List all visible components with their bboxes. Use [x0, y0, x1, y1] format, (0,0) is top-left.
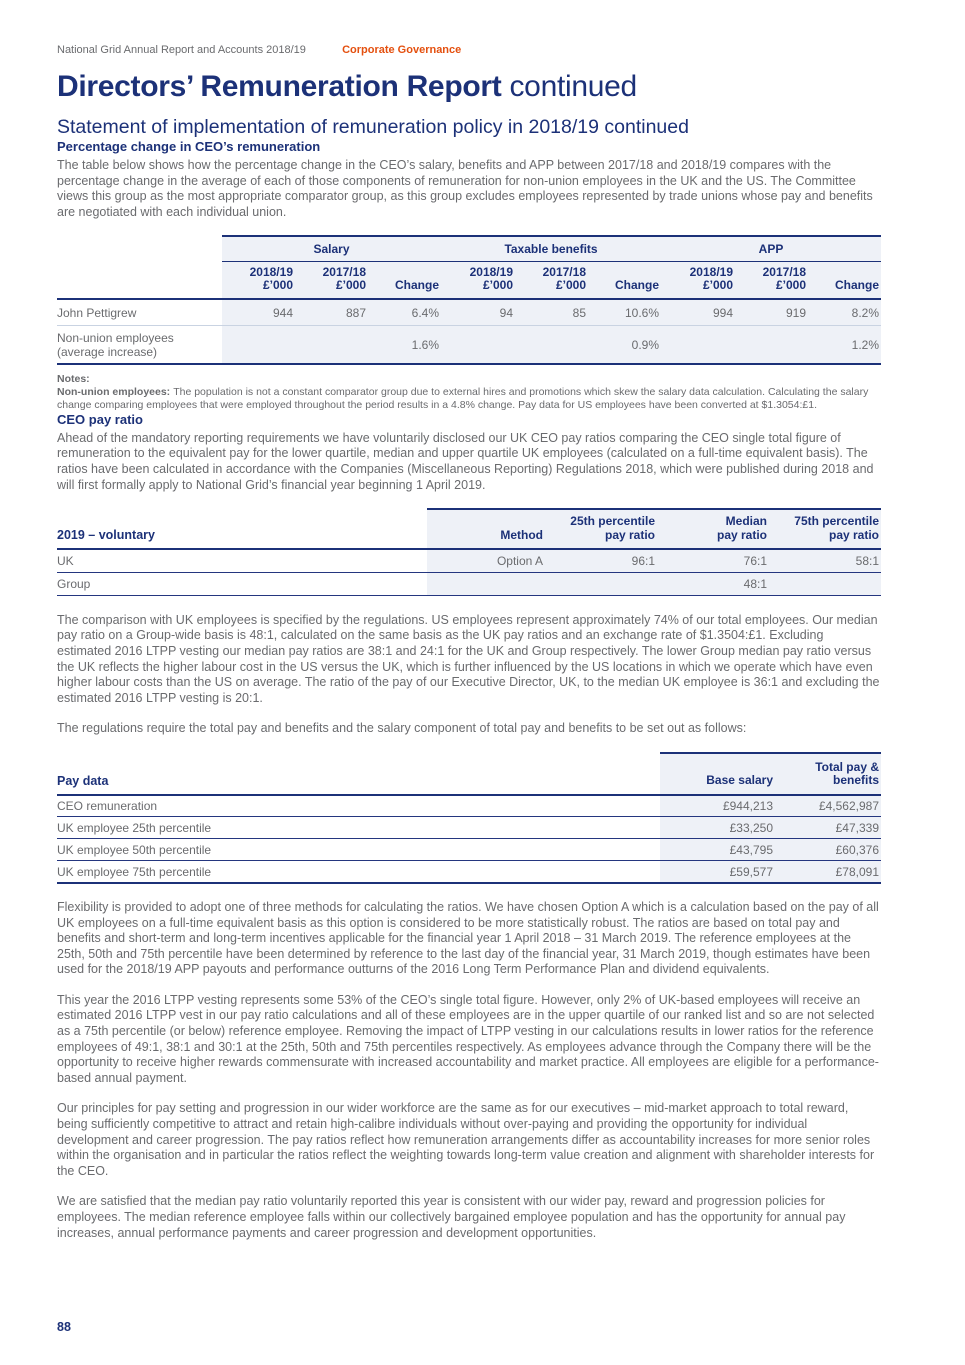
- cell-value: [769, 572, 881, 595]
- row-label: UK: [57, 549, 427, 572]
- table-notes: [57, 373, 881, 412]
- column-header: Change: [588, 261, 661, 299]
- paragraph-satisfied: We are satisfied that the median pay ratio voluntarily reported this year is consistent with our wider pay, reward and progression policies for employees. The median reference employee falls within our collectively bargained employee population and has the opportunity for annual pay increases, annual performance payments and career progression and development opportunities.: [57, 1194, 846, 1240]
- cell-value: 10.6%: [588, 299, 661, 326]
- page-subtitle: Statement of implementation of remuneration policy in 2018/19 continued: [57, 116, 689, 138]
- cell-value: 48:1: [657, 572, 769, 595]
- pay-data-table: [57, 752, 881, 884]
- cell-value: [222, 326, 295, 364]
- column-header: Change: [808, 261, 881, 299]
- cell-value: 8.2%: [808, 299, 881, 326]
- empty-cell: [57, 236, 222, 261]
- column-header: 2017/18 £’000: [515, 261, 588, 299]
- page-number: 88: [57, 1320, 71, 1334]
- cell-value: 96:1: [545, 549, 657, 572]
- notes-body: [57, 386, 881, 412]
- notes-label: Notes:: [57, 372, 90, 385]
- heading-percentage-change: Percentage change in CEO’s remuneration: [57, 139, 321, 154]
- cell-value: 85: [515, 299, 588, 326]
- paragraph-flexibility: Flexibility is provided to adopt one of three methods for calculating the ratios. We have chosen Option A which is a calculation based on the pay of all UK employees on a full-time equivalent basis as this option is considered to be more statistically robust. The ratios are based on total pay and benefits and short-term and long-term incentives applicable for the financial year 1 April 2018 – 31 March 2019. The reference employees at the 25th, 50th and 75th percentile have been determined by reference to the last day of the financial year, 31 March 2019, though estimates have been used for the 2018/19 APP payouts and performance outturns of the 2016 Long Term Performance Plan and dividend equivalents.: [57, 899, 879, 977]
- cell-value: £33,250: [660, 817, 775, 839]
- paragraph-ceo-pay-ratio: Ahead of the mandatory reporting requirements we have voluntarily disclosed our UK CEO pay ratios comparing the CEO single total figure of remuneration to the equivalent pay for the lower quartile, median and upper quartile UK employees (calculated on a full-time equivalent basis). The ratios have been calculated in accordance with the Companies (Miscellaneous Reporting) Regulations 2018, which were published during 2018 and will first formally apply to National Grid’s financial year beginning 1 April 2019.: [57, 430, 874, 492]
- cell-value: £944,213: [660, 795, 775, 817]
- cell-value: [545, 572, 657, 595]
- table-row: [57, 572, 881, 595]
- cell-value: Option A: [427, 549, 545, 572]
- cell-value: 919: [735, 299, 808, 326]
- column-header: Change: [368, 261, 441, 299]
- ceo-remuneration-change-table: [57, 235, 881, 365]
- cell-value: 1.2%: [808, 326, 881, 364]
- column-header-75th-percentile: 75th percentile pay ratio: [769, 509, 881, 549]
- cell-value: 58:1: [769, 549, 881, 572]
- cell-value: 887: [295, 299, 368, 326]
- cell-value: £78,091: [775, 861, 881, 883]
- column-header-total-pay: Total pay & benefits: [775, 753, 881, 795]
- cell-value: 994: [661, 299, 735, 326]
- row-label: UK employee 50th percentile: [57, 839, 660, 861]
- table-row: [57, 299, 881, 326]
- table-subheader-row: [57, 261, 881, 299]
- cell-value: [515, 326, 588, 364]
- pay-ratio-table: [57, 508, 881, 596]
- cell-value: 6.4%: [368, 299, 441, 326]
- cell-value: £4,562,987: [775, 795, 881, 817]
- cell-value: £60,376: [775, 839, 881, 861]
- column-header-base-salary: Base salary: [660, 753, 775, 795]
- table-row: [57, 861, 881, 883]
- paragraph-principles: Our principles for pay setting and progression in our wider workforce are the same as for our executives – mid-market approach to total reward, being sufficiently competitive to attract and retain high-calibre individuals without over-paying and providing the opportunity for individual development and career progression. The pay ratios reflect how remuneration arrangements differ as accountability increases for more senior roles within the organisation and in particular the ratios reflect the weighting towards long-term value creation and alignment with shareholder interests for the CEO.: [57, 1101, 875, 1178]
- report-title-meta: National Grid Annual Report and Accounts 2018/19: [57, 44, 306, 56]
- page-title-main: Directors’ Remuneration Report: [57, 70, 502, 103]
- cell-value: [427, 572, 545, 595]
- group-header-salary: Salary: [222, 236, 441, 261]
- table-group-header-row: [57, 236, 881, 261]
- table-title: 2019 – voluntary: [57, 509, 427, 549]
- row-label: Non-union employees (average increase): [57, 326, 222, 364]
- paragraph-regulations: The regulations require the total pay and benefits and the salary component of total pay and benefits to be set out as follows:: [57, 721, 747, 736]
- column-header-25th-percentile: 25th percentile pay ratio: [545, 509, 657, 549]
- column-header: 2017/18 £’000: [295, 261, 368, 299]
- table-row: [57, 326, 881, 364]
- cell-value: [735, 326, 808, 364]
- table-header-row: [57, 509, 881, 549]
- row-label: CEO remuneration: [57, 795, 660, 817]
- cell-value: [441, 326, 515, 364]
- row-label: UK employee 75th percentile: [57, 861, 660, 883]
- column-header-median: Median pay ratio: [657, 509, 769, 549]
- heading-ceo-pay-ratio: CEO pay ratio: [57, 411, 143, 427]
- running-header: [57, 44, 881, 57]
- column-header: 2017/18 £’000: [735, 261, 808, 299]
- page-title-continued: continued: [509, 70, 637, 103]
- row-label: Group: [57, 572, 427, 595]
- row-label: UK employee 25th percentile: [57, 817, 660, 839]
- table-row: [57, 549, 881, 572]
- table-header-row: [57, 753, 881, 795]
- table-row: [57, 839, 881, 861]
- cell-value: 1.6%: [368, 326, 441, 364]
- column-header: 2018/19 £’000: [222, 261, 295, 299]
- column-header-method: Method: [427, 509, 545, 549]
- cell-value: [295, 326, 368, 364]
- group-header-taxable-benefits: Taxable benefits: [441, 236, 661, 261]
- cell-value: [661, 326, 735, 364]
- cell-value: 0.9%: [588, 326, 661, 364]
- paragraph-ltpp: This year the 2016 LTPP vesting represents some 53% of the CEO’s single total figure. However, only 2% of UK-based employees will receive an estimated 2016 LTPP vest in our pay ratio calculations and all of these employees are in the upper quartile of our ranked list and so are not selected as a 75th percentile (or below) reference employee. Removing the impact of LTPP vesting in our calculations results in lower ratios for the reference employees of 49:1, 38:1 and 30:1 at the 25th, 50th and 75th percentiles respectively. As employees advance through the Company there will be the opportunity to receive higher rewards commensurate with increased accountability and market practice. All employees are eligible for a performance-based annual payment.: [57, 992, 879, 1085]
- cell-value: 76:1: [657, 549, 769, 572]
- notes-term: Non-union employees:: [57, 385, 171, 398]
- section-label: Corporate Governance: [342, 44, 462, 56]
- empty-cell: [57, 261, 222, 299]
- table-row: [57, 795, 881, 817]
- row-label: John Pettigrew: [57, 299, 222, 326]
- cell-value: 944: [222, 299, 295, 326]
- table-row: [57, 817, 881, 839]
- page-title: [57, 69, 881, 105]
- cell-value: £59,577: [660, 861, 775, 883]
- cell-value: 94: [441, 299, 515, 326]
- paragraph-percentage-change: The table below shows how the percentage change in the CEO’s salary, benefits and APP between 2017/18 and 2018/19 compares with the percentage change in the average of each of those components of remuneration for non-union employees in the UK and the US. The Committee views this group as the most appropriate comparator group, as this group excludes employees represented by trade unions whose pay and benefits are negotiated with each individual union.: [57, 158, 873, 219]
- group-header-app: APP: [661, 236, 881, 261]
- column-header: 2018/19 £’000: [661, 261, 735, 299]
- table-title: Pay data: [57, 753, 660, 795]
- paragraph-comparison: The comparison with UK employees is specified by the regulations. US employees represent approximately 74% of our total employees. Our median pay ratio on a Group-wide basis is 48:1, calculated on the same basis as the UK pay ratios and an exchange rate of $1.3504:£1. Excluding estimated 2016 LTPP vesting our median pay ratios are 38:1 and 24:1 for the UK and Group respectively. The lower Group median pay ratio versus the UK reflects the higher labour cost in the US versus the UK, which is further influenced by the US locations in which we operate which have even higher labour costs than the US on average. The ratio of the pay of our Executive Director, UK, to the median UK employee is 36:1 and excluding the estimated 2016 LTPP vesting is 20:1.: [57, 612, 880, 705]
- cell-value: £47,339: [775, 817, 881, 839]
- cell-value: £43,795: [660, 839, 775, 861]
- column-header: 2018/19 £’000: [441, 261, 515, 299]
- notes-text: The population is not a constant comparator group due to external hires and promotions which skew the salary data calculation. Calculating the salary change comparing employees that were employed throughout the period results in a 4.8% change. Pay data for US employees have been converted at $1.3054:£1.: [57, 385, 869, 411]
